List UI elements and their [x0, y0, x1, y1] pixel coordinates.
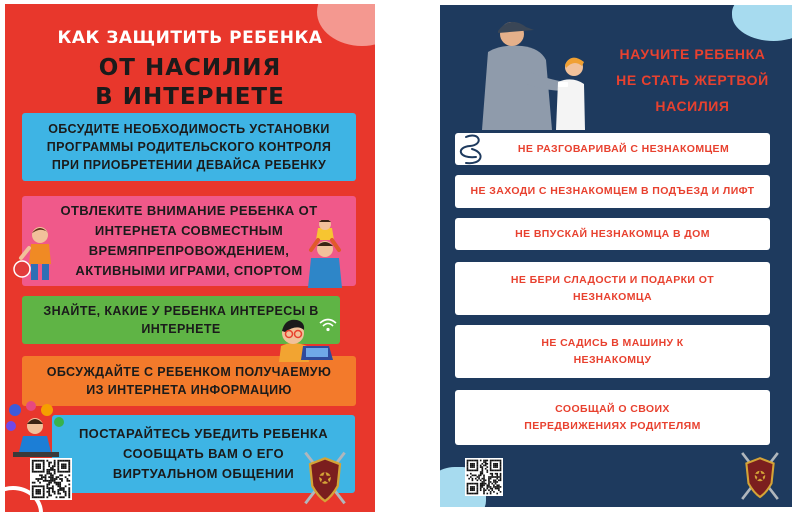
poster-title-line: НАСИЛИЯ: [655, 98, 730, 114]
rule-text-line: НЕ БЕРИ СЛАДОСТИ И ПОДАРКИ ОТ: [510, 273, 715, 286]
rule-text-line: НЕ САДИСЬ В МАШИНУ К: [541, 336, 684, 349]
rule-text-line: СООБЩАЙ О СВОИХ: [555, 402, 670, 415]
tip-card-discuss: [22, 356, 356, 406]
man-and-boy-illustration: [460, 12, 585, 130]
rule-card: [455, 175, 770, 208]
rule-text-line: НЕ ЗАХОДИ С НЕЗНАКОМЦЕМ В ПОДЪЕЗД И ЛИФТ: [470, 185, 755, 197]
tip-text-line: СООБЩАТЬ ВАМ О ЕГО: [123, 446, 284, 461]
wifi-icon: [319, 318, 337, 332]
corner-decoration: [732, 5, 792, 41]
poster-title-line: НАУЧИТЕ РЕБЕНКА: [619, 46, 766, 62]
poster-title-line: В ИНТЕРНЕТЕ: [95, 84, 285, 110]
poster-title-line: КАК ЗАЩИТИТЬ РЕБЕНКА: [57, 28, 323, 48]
rule-text-line: НЕ ВПУСКАЙ НЕЗНАКОМЦА В ДОМ: [515, 227, 710, 240]
tip-text-line: ЗНАЙТЕ, КАКИЕ У РЕБЕНКА ИНТЕРЕСЫ В: [43, 304, 319, 318]
rule-text-line: НЕЗНАКОМЦУ: [573, 353, 652, 366]
social-media-illustration: [5, 400, 67, 460]
tip-text-line: ОТВЛЕКИТЕ ВНИМАНИЕ РЕБЕНКА ОТ: [60, 203, 318, 218]
tip-text-line: АКТИВНЫМИ ИГРАМИ, СПОРТОМ: [75, 263, 303, 278]
rule-card: [455, 262, 770, 315]
boy-with-ball-illustration: [13, 222, 61, 284]
tip-text-line: ОБСУДИТЕ НЕОБХОДИМОСТЬ УСТАНОВКИ: [48, 122, 330, 136]
internet-safety-poster: [5, 4, 375, 512]
squiggle-decoration: [454, 131, 490, 169]
tip-text-line: ИЗ ИНТЕРНЕТА ИНФОРМАЦИЮ: [86, 383, 292, 397]
family-illustration: [297, 220, 353, 288]
rule-text-line: ПЕРЕДВИЖЕНИЯХ РОДИТЕЛЯМ: [524, 419, 701, 432]
tip-text-line: ИНТЕРНЕТА СОВМЕСТНЫМ: [94, 223, 284, 238]
qr-code-icon: [30, 458, 72, 500]
poster-title-line: НЕ СТАТЬ ЖЕРТВОЙ: [616, 72, 769, 88]
emblem-icon: [738, 448, 782, 504]
tip-text-line: ПРИ ПРИОБРЕТЕНИИ ДЕВАЙСА РЕБЕНКУ: [51, 158, 327, 172]
emblem-icon: [300, 448, 350, 508]
rule-text-line: НЕ РАЗГОВАРИВАЙ С НЕЗНАКОМЦЕМ: [517, 142, 730, 155]
tip-text-line: ВРЕМЯПРЕПРОВОЖДЕНИЕМ,: [88, 243, 290, 258]
tip-text-line: ИНТЕРНЕТЕ: [141, 322, 221, 336]
rule-card: [455, 390, 770, 445]
qr-code-icon: [465, 458, 503, 496]
rule-card: [455, 133, 770, 165]
tip-text-line: ОБСУЖДАЙТЕ С РЕБЕНКОМ ПОЛУЧАЕМУЮ: [46, 365, 332, 379]
rule-text-line: НЕЗНАКОМЦА: [573, 290, 652, 303]
tip-card-parental-control: [22, 113, 356, 181]
tip-text-line: ВИРТУАЛЬНОМ ОБЩЕНИИ: [112, 466, 295, 481]
tip-text-line: ПРОГРАММЫ РОДИТЕЛЬСКОГО КОНТРОЛЯ: [46, 140, 332, 154]
child-safety-rules-poster: [440, 5, 792, 507]
poster-title: [600, 41, 785, 119]
tip-text-line: ПОСТАРАЙТЕСЬ УБЕДИТЬ РЕБЕНКА: [78, 426, 329, 441]
poster-title-line: ОТ НАСИЛИЯ: [98, 55, 282, 81]
rule-card: [455, 218, 770, 250]
rule-card: [455, 325, 770, 378]
